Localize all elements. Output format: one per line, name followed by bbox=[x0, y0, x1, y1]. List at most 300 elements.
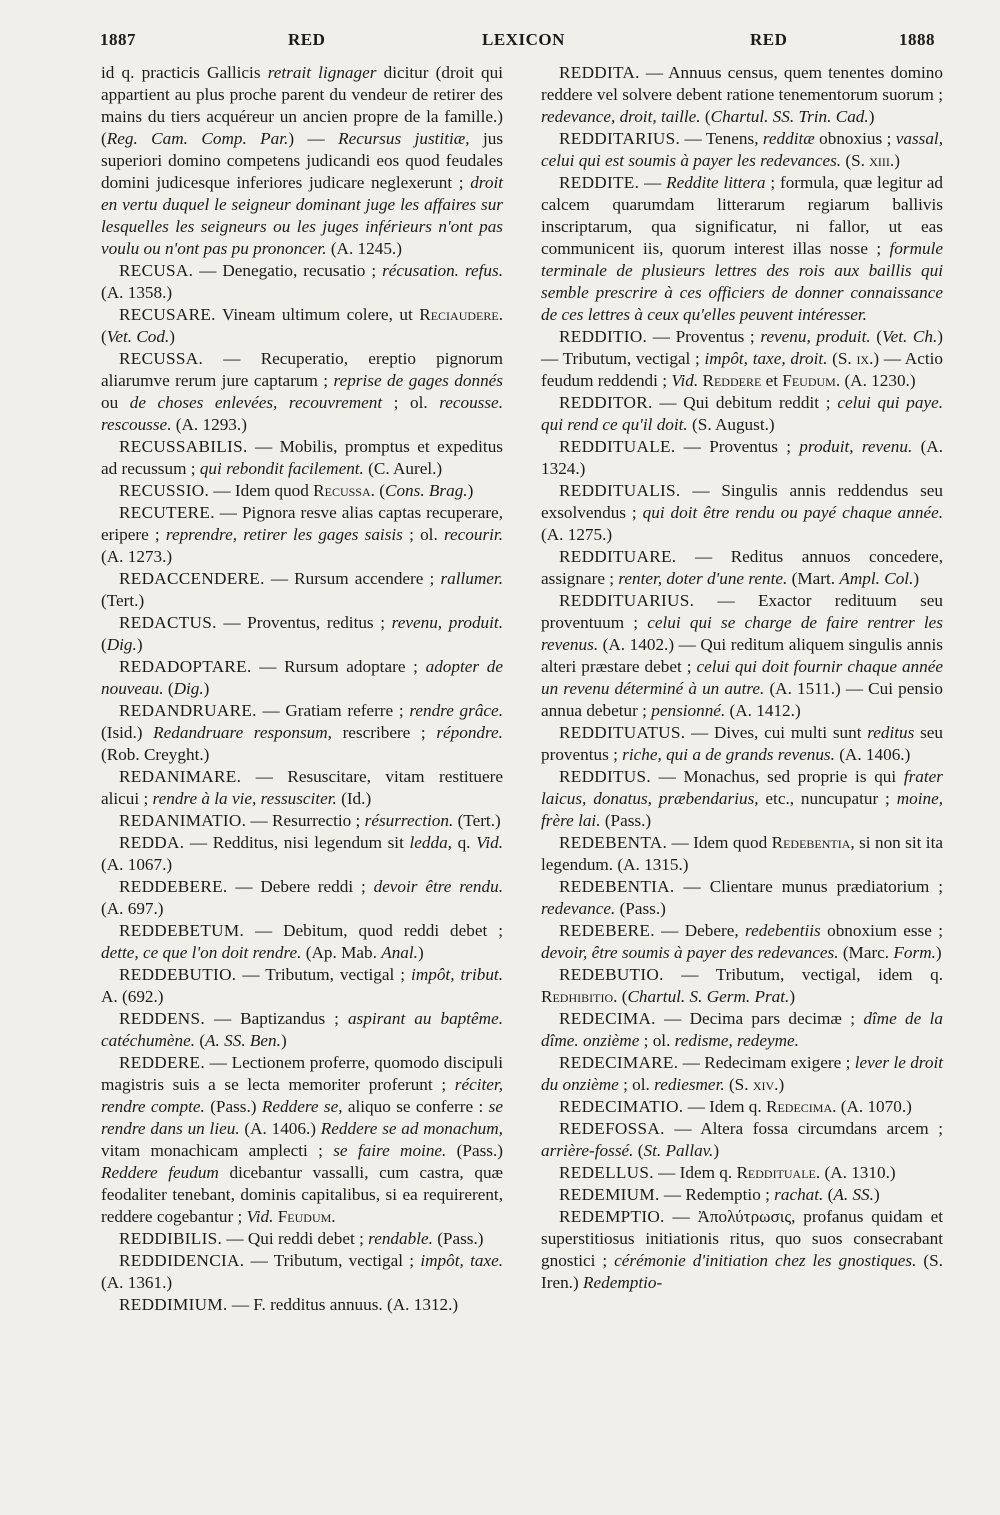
entry-text: . ( bbox=[370, 481, 385, 500]
entry-text: xiii bbox=[869, 151, 890, 170]
entry-text: reditus bbox=[867, 723, 915, 742]
entry-text: reprise de gages donnés bbox=[333, 371, 503, 390]
entry-recussio bbox=[101, 480, 503, 502]
entry-text: Vet. Ch. bbox=[881, 327, 938, 346]
entry-redditus bbox=[541, 766, 943, 832]
entry-text: (Id.) bbox=[336, 789, 372, 808]
entry-text: — Idem q. bbox=[683, 1097, 766, 1116]
entry-reddituare bbox=[541, 546, 943, 590]
entry-text: rescribere ; bbox=[331, 723, 437, 742]
entry-text: (Pass.) bbox=[204, 1097, 262, 1116]
entry-reddebutio bbox=[101, 964, 503, 1008]
entry-text: Recussa bbox=[313, 481, 371, 500]
entry-text: Vid. bbox=[246, 1207, 274, 1226]
entry-redanimare bbox=[101, 766, 503, 810]
entry-text: de choses enlevées, recouvrement bbox=[129, 393, 383, 412]
entry-text: — Baptizandus ; bbox=[204, 1009, 348, 1028]
entry-text: Feudum bbox=[782, 371, 836, 390]
entry-text: résurrection. bbox=[364, 811, 454, 830]
entry-text: redisme, redeyme. bbox=[674, 1031, 799, 1050]
entry-text: dîme de la dîme. onzième bbox=[541, 1009, 943, 1050]
page-number-left: 1887 bbox=[100, 30, 136, 49]
entry-text: Vid. bbox=[671, 371, 699, 390]
entry-text: etc., nuncupatur ; bbox=[758, 789, 897, 808]
headword: REDEBUTIO. bbox=[559, 965, 664, 984]
entry-text: (A. 1067.) bbox=[101, 855, 173, 874]
headword: REDDIBILIS. bbox=[119, 1229, 223, 1248]
entry-text: ; formula, quæ legitur ad calcem quarumdam litterarum regiarum ballivis inscriptarum, qua significatur, ni fallor, ut eas communicent iis, quorum interest illas nosse ; bbox=[541, 173, 943, 258]
entry-text: ; ol. bbox=[618, 1075, 655, 1094]
entry-redaccendere bbox=[101, 568, 503, 612]
entry-redellus bbox=[541, 1162, 943, 1184]
entry-text: — Reditus annuos concedere, assignare ; bbox=[541, 547, 943, 588]
entry-text: redditæ bbox=[762, 129, 815, 148]
entry-text: — Lectionem proferre, quomodo discipuli magistris suis a se lecta memoriter proferunt ; bbox=[101, 1053, 503, 1094]
entry-recusa bbox=[101, 260, 503, 304]
entry-text: aliquo se conferre : bbox=[342, 1097, 489, 1116]
entry-text: . (A. 1310.) bbox=[815, 1163, 896, 1182]
entry-text: (Pass.) bbox=[600, 811, 652, 830]
entry-text: ) bbox=[873, 1185, 880, 1204]
headword: REDDITOR. bbox=[559, 393, 653, 412]
entry-text: Reddere feudum bbox=[101, 1163, 219, 1182]
entry-text: ; ol. bbox=[402, 525, 444, 544]
entry-redebenta bbox=[541, 832, 943, 876]
entry-redemptio bbox=[541, 1206, 943, 1294]
entry-text: obnoxium esse ; bbox=[820, 921, 943, 940]
entry-text: jus superiori domino competens judicandi eos quod feudales domini judicesque inferiores judicare neglexerunt ; bbox=[101, 129, 504, 192]
entry-redemium bbox=[541, 1184, 943, 1206]
entry-text: — Redemptio ; bbox=[659, 1185, 775, 1204]
entry-text: Dig. bbox=[173, 679, 204, 698]
entry-text: Vineam ultimum colere, ut bbox=[215, 305, 420, 324]
headword: REDDITUATUS. bbox=[559, 723, 686, 742]
entry-text: — Qui reddi debet ; bbox=[222, 1229, 369, 1248]
entry-text: ( bbox=[633, 1141, 644, 1160]
entry-redditor bbox=[541, 392, 943, 436]
entry-text: — Tributum, vectigal, idem q. bbox=[663, 965, 943, 984]
entry-text: — Debere reddi ; bbox=[227, 877, 374, 896]
entry-text: impôt, tribut. bbox=[411, 965, 503, 984]
entry-text: arrière-fossé. bbox=[541, 1141, 634, 1160]
entry-reddebetum bbox=[101, 920, 503, 964]
entry-reddens bbox=[101, 1008, 503, 1052]
headword: REDDIMIUM. bbox=[119, 1295, 228, 1314]
entry-text: Reciaudere bbox=[419, 305, 499, 324]
entry-text: — Tributum, vectigal ; bbox=[236, 965, 412, 984]
entry-text: (S. bbox=[724, 1075, 753, 1094]
entry-text: .) — Actio feudum reddendi ; bbox=[541, 349, 943, 390]
entry-text: Recursus justitiæ, bbox=[338, 129, 470, 148]
entry-text: (Ap. Mab. bbox=[301, 943, 382, 962]
entry-text: (Tert.) bbox=[453, 811, 501, 830]
headword: REDECIMA. bbox=[559, 1009, 656, 1028]
entry-reddidencia bbox=[101, 1250, 503, 1294]
headword: RECUSSA. bbox=[119, 349, 204, 368]
entry-text: impôt, taxe, droit. bbox=[704, 349, 828, 368]
entry-text: revenu, produit. bbox=[391, 613, 503, 632]
entry-text: A. SS. Ben. bbox=[205, 1031, 281, 1050]
entry-text: (Rob. Creyght.) bbox=[101, 745, 210, 764]
entry-text: (S. August.) bbox=[687, 415, 775, 434]
headword: REDEFOSSA. bbox=[559, 1119, 665, 1138]
entry-text: — Annuus census, quem tenentes domino reddere vel solvere debent ratione tenementorum suorum ; bbox=[541, 63, 943, 104]
entry-text: St. Pallav. bbox=[643, 1141, 714, 1160]
entry-text: se rendre dans un lieu. bbox=[101, 1097, 503, 1138]
entry-text: vitam monachicam amplecti ; bbox=[101, 1141, 334, 1160]
entry-text: (S. bbox=[841, 151, 870, 170]
entry-redditarius bbox=[541, 128, 943, 172]
entry-text: qui doit être rendu ou payé chaque année. bbox=[642, 503, 943, 522]
entry-redecimatio bbox=[541, 1096, 943, 1118]
entry-text: q. bbox=[451, 833, 477, 852]
entry-text: qui rebondit facilement. bbox=[199, 459, 364, 478]
entry-text: (Pass.) bbox=[615, 899, 666, 918]
entry-reddita bbox=[541, 62, 943, 128]
entry-text: — Singulis annis reddendus seu exsolvendus ; bbox=[541, 481, 943, 522]
entry-text: — Dives, cui multi sunt bbox=[685, 723, 868, 742]
entry-text: ix bbox=[856, 349, 870, 368]
entry-text: formule terminale de plusieurs lettres des rois aux baillis qui semble prescrire à ces officiers de donner connaissance de ces lettres à ceux qu'elles peuvent intéresser. bbox=[541, 239, 943, 324]
headword: REDEBERE. bbox=[559, 921, 655, 940]
entry-text: — Pignora resve alias captas recuperare, eripere ; bbox=[101, 503, 503, 544]
entry-text: Redecima bbox=[765, 1097, 833, 1116]
entry-reddite bbox=[541, 172, 943, 326]
entry-text: Dig. bbox=[106, 635, 137, 654]
headword: REDACTUS. bbox=[119, 613, 217, 632]
entry-redda bbox=[101, 832, 503, 876]
entry-text: dette, ce que l'on doit rendre. bbox=[101, 943, 302, 962]
entry-text: Redemptio- bbox=[583, 1273, 663, 1292]
entry-text: riche, qui a de grands revenus. bbox=[622, 745, 835, 764]
entry-text: Chartul. SS. Trin. Cad. bbox=[710, 107, 869, 126]
entry-text: — F. redditus annuus. (A. 1312.) bbox=[227, 1295, 459, 1314]
entry-text: se faire moine. bbox=[333, 1141, 447, 1160]
entry-text: Feudum bbox=[277, 1207, 332, 1226]
entry-text: — Denegatio, recusatio ; bbox=[193, 261, 383, 280]
headword: REDEMPTIO. bbox=[559, 1207, 665, 1226]
entry-text: — bbox=[639, 173, 667, 192]
headword: REDADOPTARE. bbox=[119, 657, 252, 676]
headword: REDDIDENCIA. bbox=[119, 1251, 245, 1270]
entry-text: Reg. Cam. Comp. Par. bbox=[106, 129, 289, 148]
running-head-right: RED bbox=[750, 30, 788, 49]
entry-redebere bbox=[541, 920, 943, 964]
entry-text: ) bbox=[913, 569, 920, 588]
entry-text: Chartul. S. Germ. Prat. bbox=[627, 987, 790, 1006]
entry-text: ( bbox=[700, 107, 711, 126]
entry-text: (A. 1358.) bbox=[101, 283, 173, 302]
entry-redditio bbox=[541, 326, 943, 392]
entry-text: celui qui se charge de faire rentrer les revenus. bbox=[541, 613, 943, 654]
entry-text: rachat. bbox=[774, 1185, 824, 1204]
headword: REDANIMARE. bbox=[119, 767, 242, 786]
headword: REDDITUALE. bbox=[559, 437, 676, 456]
entry-text: redebentiis bbox=[745, 921, 821, 940]
entry-text: obnoxius ; bbox=[814, 129, 896, 148]
entry-text: (Marc. bbox=[838, 943, 894, 962]
entry-text: — Idem quod bbox=[667, 833, 772, 852]
entry-reddere bbox=[101, 1052, 503, 1228]
entry-text: aspirant au baptême. catéchumène. bbox=[101, 1009, 503, 1050]
entry-text: ) bbox=[868, 107, 875, 126]
entry-text: ( bbox=[101, 635, 107, 654]
entry-text: A. SS. bbox=[833, 1185, 874, 1204]
entry-text: reprendre, retirer les gages saisis bbox=[165, 525, 403, 544]
entry-redadoptare bbox=[101, 656, 503, 700]
entry-text: — Mobilis, promptus et expeditus ad recussum ; bbox=[101, 437, 503, 478]
entry-text: Reddere bbox=[702, 371, 762, 390]
entry-text: lever le droit du onzième bbox=[541, 1053, 943, 1094]
entry-text: . (A. 1230.) bbox=[835, 371, 916, 390]
entry-text: Redebentia bbox=[771, 833, 851, 852]
entry-text: devoir, être soumis à payer des redevances. bbox=[541, 943, 839, 962]
entry-redditualis bbox=[541, 480, 943, 546]
headword: REDANIMATIO. bbox=[119, 811, 247, 830]
entry-text: — Monachus, sed proprie is qui bbox=[650, 767, 904, 786]
entry-text: (A. 1245.) bbox=[326, 239, 402, 258]
headword: RECUSA. bbox=[119, 261, 194, 280]
entry-text: — Altera fossa circumdans arcem ; bbox=[664, 1119, 943, 1138]
entry-recussa bbox=[101, 348, 503, 436]
entry-redefossa bbox=[541, 1118, 943, 1162]
entry-text: et bbox=[761, 371, 783, 390]
entry-text: Redhibitio bbox=[541, 987, 614, 1006]
entry-reddebere bbox=[101, 876, 503, 920]
entry-text: frater laicus, donatus, præbendarius, bbox=[541, 767, 943, 808]
entry-text: répondre. bbox=[436, 723, 503, 742]
entry-text: Redandruare responsum, bbox=[153, 723, 332, 742]
entry-text: id q. practicis Gallicis bbox=[101, 63, 268, 82]
entry-text: — Ἀπολύτρωσις, profanus quidam et superstitiosus initiationis ritus, quo suos consecrabant gnostici ; bbox=[541, 1207, 943, 1270]
entry-text: réciter, rendre compte. bbox=[101, 1075, 503, 1116]
entry-text: droit en vertu duquel le seigneur dominant juge les affaires sur lesquelles les seigneurs ou les juges inférieurs n'ont pas voulu ou n'ont pas pu prononcer. bbox=[101, 173, 503, 258]
entry-text: ( bbox=[163, 679, 174, 698]
headword: REDDA. bbox=[119, 833, 185, 852]
entry-text: adopter de nouveau. bbox=[101, 657, 503, 698]
headword: REDEBENTIA. bbox=[559, 877, 675, 896]
headword: REDDITARIUS. bbox=[559, 129, 681, 148]
entry-text: — Recuperatio, ereptio pignorum aliarumve rerum jure captarum ; bbox=[101, 349, 503, 390]
entry-text: cérémonie d'initiation chez les gnostiques. bbox=[614, 1251, 917, 1270]
entry-text: — Resurrectio ; bbox=[246, 811, 365, 830]
left-column bbox=[101, 62, 503, 1316]
entry-text: ) bbox=[280, 1031, 287, 1050]
entry-text: seu proventus ; bbox=[541, 723, 943, 764]
entry-text: — Proventus ; bbox=[675, 437, 800, 456]
entry-text: ( bbox=[870, 327, 882, 346]
headword: REDDITUARE. bbox=[559, 547, 677, 566]
entry-text: ; ol. bbox=[382, 393, 440, 412]
headword: REDELLUS. bbox=[559, 1163, 654, 1182]
entry-text: — Debitum, quod reddi debet ; bbox=[244, 921, 503, 940]
entry-reddimium bbox=[101, 1294, 503, 1316]
entry-text: ) bbox=[713, 1141, 720, 1160]
entry-text: (A. 1275.) bbox=[541, 525, 613, 544]
entry-text: Cons. Brag. bbox=[384, 481, 468, 500]
entry-reddituatus bbox=[541, 722, 943, 766]
entry-text: redevance. bbox=[541, 899, 616, 918]
headword: RECUSSIO. bbox=[119, 481, 210, 500]
entry-text: Vid. bbox=[476, 833, 503, 852]
entry-text: (C. Aurel.) bbox=[363, 459, 443, 478]
headword: REDEMIUM. bbox=[559, 1185, 660, 1204]
entry-cont bbox=[101, 62, 503, 260]
entry-text: (A. 1406.) bbox=[834, 745, 911, 764]
entry-text: xiv bbox=[752, 1075, 775, 1094]
entry-text: — Exactor redituum seu proventuum ; bbox=[541, 591, 943, 632]
entry-text: retrait lignager bbox=[267, 63, 377, 82]
entry-text: ( bbox=[195, 1031, 206, 1050]
entry-text: . ( bbox=[613, 987, 628, 1006]
entry-text: — Redecimam exigere ; bbox=[678, 1053, 855, 1072]
entry-text: ) — Tributum, vectigal ; bbox=[541, 327, 943, 368]
entry-text: — Debere, bbox=[654, 921, 746, 940]
entry-reddituarius bbox=[541, 590, 943, 722]
entry-text: ) bbox=[935, 943, 942, 962]
entry-reddituale bbox=[541, 436, 943, 480]
headword: REDDEBUTIO. bbox=[119, 965, 237, 984]
running-header bbox=[100, 30, 935, 60]
entry-text: — Qui debitum reddit ; bbox=[652, 393, 838, 412]
entry-text: recourir. bbox=[443, 525, 503, 544]
headword: REDDEBETUM. bbox=[119, 921, 245, 940]
entry-text: — Idem q. bbox=[653, 1163, 737, 1182]
entry-text: (A. 697.) bbox=[101, 899, 164, 918]
entry-text: Reddere se, bbox=[261, 1097, 343, 1116]
right-column bbox=[541, 62, 943, 1294]
entry-text: (A. 1293.) bbox=[171, 415, 247, 434]
entry-text: . (A. 1070.) bbox=[832, 1097, 912, 1116]
entry-text: — Tenens, bbox=[680, 129, 763, 148]
entry-text: revenu, produit. bbox=[760, 327, 871, 346]
entry-text: (A. 1361.) bbox=[101, 1273, 173, 1292]
entry-text: ) bbox=[203, 679, 210, 698]
entry-text: celui qui doit fournir chaque année un revenu déterminé à un autre. bbox=[541, 657, 944, 698]
entry-text: (A. 1273.) bbox=[101, 547, 173, 566]
entry-text: rendre à la vie, ressusciter. bbox=[152, 789, 337, 808]
entry-text: ou bbox=[101, 393, 130, 412]
entry-text: (Pass.) bbox=[446, 1141, 503, 1160]
entry-text: dicebantur vassalli, cum castra, quæ feodaliter tenebant, dominis capitalibus, si ea requirerent, reddere cogebantur ; bbox=[101, 1163, 503, 1226]
entry-text: , si non sit ita legendum. (A. 1315.) bbox=[541, 833, 943, 874]
entry-text: dicitur (droit qui appartient au plus proche parent du vendeur de retirer des mains du tiers acquéreur un ancien propre de la famille.) ( bbox=[101, 63, 504, 148]
entry-redanimatio bbox=[101, 810, 503, 832]
entry-text: — Gratiam referre ; bbox=[256, 701, 410, 720]
entry-redebutio bbox=[541, 964, 943, 1008]
entry-text: Reddere se ad monachum, bbox=[320, 1119, 503, 1138]
headword: RECUTERE. bbox=[119, 503, 215, 522]
entry-recussabilis bbox=[101, 436, 503, 480]
entry-text: (Mart. bbox=[787, 569, 840, 588]
entry-text: Vet. Cod. bbox=[106, 327, 170, 346]
entry-text: ) — bbox=[288, 129, 339, 148]
page-number-right: 1888 bbox=[899, 30, 935, 49]
headword: REDDERE. bbox=[119, 1053, 205, 1072]
entry-text: — Decima pars decimæ ; bbox=[655, 1009, 864, 1028]
entry-text: (A. 1402.) — Qui reditum aliquem singulis annis alteri præstare debet ; bbox=[541, 635, 943, 676]
entry-redecima bbox=[541, 1008, 943, 1052]
entry-text: . bbox=[331, 1207, 336, 1226]
entry-text: ledda, bbox=[409, 833, 452, 852]
entry-text: (S. Iren.) bbox=[541, 1251, 943, 1292]
entry-text: (A. 1324.) bbox=[541, 437, 943, 478]
headword: REDDEBERE. bbox=[119, 877, 228, 896]
entry-text: rendre grâce. bbox=[409, 701, 503, 720]
entry-text: — Idem quod bbox=[209, 481, 314, 500]
entry-text: Reddite littera bbox=[666, 173, 766, 192]
entry-text: — Proventus ; bbox=[647, 327, 761, 346]
headword: REDACCENDERE. bbox=[119, 569, 265, 588]
entry-text: (Pass.) bbox=[432, 1229, 484, 1248]
entry-text: (A. 1511.) — Cui pensio annua debetur ; bbox=[541, 679, 943, 720]
headword: REDECIMARE. bbox=[559, 1053, 679, 1072]
entry-text: ; ol. bbox=[639, 1031, 675, 1050]
headword: REDDITUS. bbox=[559, 767, 651, 786]
entry-text: impôt, taxe. bbox=[420, 1251, 503, 1270]
entry-text: (Tert.) bbox=[101, 591, 145, 610]
entry-text: ) bbox=[169, 327, 176, 346]
entry-text: ( bbox=[823, 1185, 834, 1204]
entry-text: .) bbox=[889, 151, 900, 170]
headword: REDDENS. bbox=[119, 1009, 205, 1028]
entry-reddibilis bbox=[101, 1228, 503, 1250]
headword: RECUSARE. bbox=[119, 305, 216, 324]
entry-text: ) bbox=[136, 635, 143, 654]
running-head-left: RED bbox=[288, 30, 326, 49]
headword: REDECIMATIO. bbox=[559, 1097, 684, 1116]
entry-text: rediesmer. bbox=[654, 1075, 725, 1094]
entry-redactus bbox=[101, 612, 503, 656]
entry-text: A. (692.) bbox=[101, 987, 164, 1006]
entry-text: — Resuscitare, vitam restituere alicui ; bbox=[101, 767, 503, 808]
entry-text: — Rursum adoptare ; bbox=[251, 657, 426, 676]
entry-text: (A. 1406.) bbox=[239, 1119, 321, 1138]
entry-text: rallumer. bbox=[440, 569, 503, 588]
entry-text: . ( bbox=[101, 305, 503, 346]
entry-text: rendable. bbox=[368, 1229, 433, 1248]
running-head-title: LEXICON bbox=[482, 30, 565, 49]
entry-redandruare bbox=[101, 700, 503, 766]
entry-redecimare bbox=[541, 1052, 943, 1096]
entry-text: Ampl. Col. bbox=[839, 569, 914, 588]
headword: REDDITE. bbox=[559, 173, 640, 192]
entry-text: moine, frère lai. bbox=[541, 789, 943, 830]
entry-text: recousse. rescousse. bbox=[101, 393, 503, 434]
headword: RECUSSABILIS. bbox=[119, 437, 248, 456]
entry-text: Form. bbox=[893, 943, 936, 962]
entry-text: produit, revenu. bbox=[799, 437, 913, 456]
entry-text: — Rursum accendere ; bbox=[264, 569, 441, 588]
entry-text: celui qui paye. qui rend ce qu'il doit. bbox=[541, 393, 944, 434]
headword: REDDITUARIUS. bbox=[559, 591, 695, 610]
entry-text: redevance, droit, taille. bbox=[541, 107, 701, 126]
entry-recusare bbox=[101, 304, 503, 348]
entry-text: (A. 1412.) bbox=[725, 701, 801, 720]
entry-text: — Proventus, reditus ; bbox=[216, 613, 392, 632]
headword: REDDITA. bbox=[559, 63, 640, 82]
entry-recutere bbox=[101, 502, 503, 568]
entry-text: ) bbox=[417, 943, 424, 962]
entry-text: pensionné. bbox=[651, 701, 726, 720]
entry-text: (S. bbox=[827, 349, 857, 368]
entry-text: (Isid.) bbox=[101, 723, 154, 742]
entry-text: — Tributum, vectigal ; bbox=[244, 1251, 421, 1270]
entry-text: renter, doter d'une rente. bbox=[618, 569, 788, 588]
entry-text: ) bbox=[789, 987, 796, 1006]
entry-redebentia bbox=[541, 876, 943, 920]
entry-text: devoir être rendu. bbox=[373, 877, 503, 896]
